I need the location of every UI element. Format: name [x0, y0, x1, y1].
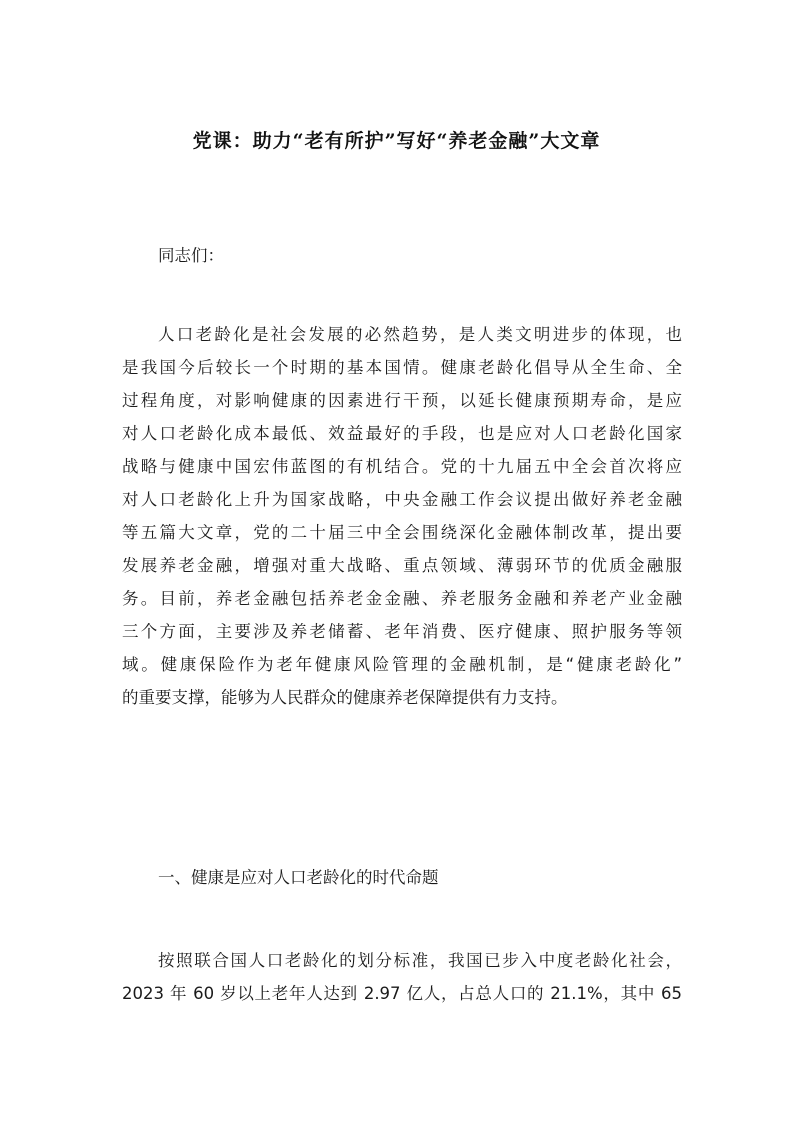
section-heading: 一、健康是应对人口老龄化的时代命题: [158, 868, 439, 887]
paragraph-line: 2023 年 60 岁以上老年人达到 2.97 亿人，占总人口的 21.1%，其中 65: [122, 984, 682, 1003]
paragraph-line: 对人口老龄化上升为国家战略，中央金融工作会议提出做好养老金融: [122, 490, 682, 509]
paragraph-line: 三个方面，主要涉及养老储蓄、老年消费、医疗健康、照护服务等领: [122, 622, 682, 641]
paragraph-line: 的重要支撑，能够为人民群众的健康养老保障提供有力支持。: [122, 688, 568, 707]
paragraph-line: 战略与健康中国宏伟蓝图的有机结合。党的十九届五中全会首次将应: [122, 457, 682, 476]
paragraph-line: 务。目前，养老金融包括养老金金融、养老服务金融和养老产业金融: [122, 589, 682, 608]
paragraph-line: 等五篇大文章，党的二十届三中全会围绕深化金融体制改革，提出要: [122, 523, 682, 542]
paragraph-section1: [122, 944, 682, 1010]
paragraph-line: 人口老龄化是社会发展的必然趋势，是人类文明进步的体现，也: [158, 325, 682, 344]
paragraph-line: 域。健康保险作为老年健康风险管理的金融机制，是“健康老龄化”: [122, 655, 682, 674]
paragraph-line: 过程角度，对影响健康的因素进行干预，以延长健康预期寿命，是应: [122, 391, 682, 410]
greeting: 同志们：: [158, 246, 224, 265]
paragraph-line: 按照联合国人口老龄化的划分标准，我国已步入中度老龄化社会，: [158, 951, 682, 970]
paragraph-line: 是我国今后较长一个时期的基本国情。健康老龄化倡导从全生命、全: [122, 358, 682, 377]
paragraph-line: 发展养老金融，增强对重大战略、重点领域、薄弱环节的优质金融服: [122, 556, 682, 575]
document-title: 党课：助力“老有所护”写好“养老金融”大文章: [192, 130, 601, 152]
paragraph-intro: [122, 318, 682, 714]
paragraph-line: 对人口老龄化成本最低、效益最好的手段，也是应对人口老龄化国家: [122, 424, 682, 443]
